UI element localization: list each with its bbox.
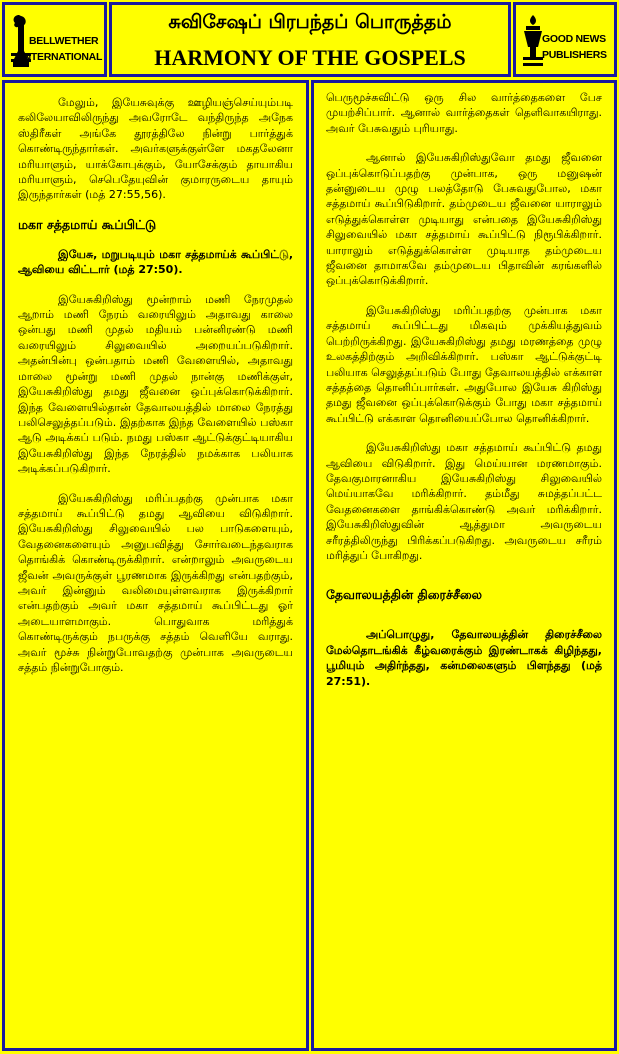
right-paragraph-3: இயேசுகிறிஸ்து மரிப்பதற்கு முன்பாக மகா சத்தமாய் கூப்பிட்டது மிகவும் முக்கியத்துவம் பெற்றிருக்கிறது. இயேசுகிறிஸ்து தமது மரணத்தை முழு உலகத்திற்கும் அறிவிக்கிறார். பஸ்கா ஆட்டுக்குட்டி பலியாக செலுத்தப்படும் போது தேவாலயத்தில் எக்காள சத்தத்தை தொனிப்பார்கள். அதுபோல இயேசு கிறிஸ்து தமது ஜீவனை ஒப்புக்கொடுக்கும் போது மகா சத்தமாய் கூப்பிட்டு எக்காள தொனியைப்போல தொனிக்கிறார். (326, 303, 602, 425)
left-paragraph-2: இயேசுகிறிஸ்து மூன்றாம் மணி நேரமுதல் ஆறாம் மணி நேரம் வரையிலும் அதாவது காலை ஒன்பது மணி முதல் மதியம் பன்னிரண்டு மணி வரையிலும் சிலுவையில் அறையப்படுகிறார். அதன்பின்பு ஒன்பதாம் மணி வேளையில், அதாவது மாலை மூன்று மணி முதல் நான்கு மணிக்குள், இயேசுகிறிஸ்து தமது ஜீவனை ஒப்புக்கொடுக்கிறார். இந்த வேளையில்தான் தேவாலயத்தில் மாலை நேரத்து பலிசெலுத்தப்படும். இதற்காக இந்த வேளையில் பஸ்கா ஆடு அடிக்கப் படும். நமது பஸ்கா ஆட்டுக்குட்டியாகிய இயேசுகிறிஸ்து இந்த நேரத்தில் நமக்காக பலியாக அடிக்கப்படுகிறார். (18, 292, 293, 476)
bellwether-logo (9, 13, 101, 71)
scripture-quote-2: அப்பொழுது, தேவாலயத்தின் திரைச்சீலை மேல்தொடங்கிக் கீழ்வரைக்கும் இரண்டாகக் கிழிந்தது, பூமியும் அதிர்ந்தது, கன்மலைகளும் பிளந்தது (மத் 27:51). (326, 628, 602, 688)
right-paragraph-1: பெருமூச்சுவிட்டு ஒரு சில வார்த்தைகளை பேச முயற்சிப்பார். ஆனால் வார்த்தைகள் தெளிவாகயிராது. அவர் பேசுவதும் புரியாது. (326, 91, 602, 135)
logo-right-line2: PUBLISHERS (542, 49, 607, 61)
good-news-logo (520, 13, 612, 71)
logo-left-line2: INTERNATIONAL (21, 51, 103, 63)
section-heading-loud-cry: மகா சத்தமாய் கூப்பிட்டு (18, 216, 157, 232)
scripture-quote-1: இயேசு, மறுபடியும் மகா சத்தமாய்க் கூப்பிட்டு, ஆவியை விட்டார் (மத் 27:50). (18, 247, 293, 277)
logo-left-line1: BELLWETHER (29, 35, 99, 47)
title-tamil: சுவிசேஷப் பிரபந்தப் பொருத்தம் (168, 11, 452, 33)
title-english: HARMONY OF THE GOSPELS (154, 45, 466, 70)
right-paragraph-2: ஆனால் இயேசுகிறிஸ்துவோ தமது ஜீவனை ஒப்புக்கொடுப்பதற்கு முன்பாக, ஒரு மனுஷன் தன்னுடைய முழு பலத்தோடு பேசுவதுபோல, மகா சத்தமாய் கூப்பிடுகிறார். தம்முடைய ஜீவனை யாராலும் எடுத்துக்கொள்ள முடியாது என்பதை இயேசுகிறிஸ்து சிலுவையில் மகா சத்தமாய் கூப்பிட்டு நிரூபிக்கிறார். யாராலும் எடுத்துக்கொள்ள முடியாத தம்முடைய ஜீவனை தாமாகவே தம்முடைய பிதாவின் கரங்களில் ஒப்புக்கொடுக்கிறார். (326, 151, 602, 288)
title-box (109, 2, 511, 77)
left-paragraph-3: இயேசுகிறிஸ்து மரிப்பதற்கு முன்பாக மகா சத்தமாய் கூப்பிட்டு தமது ஆவியை விடுகிறார். இயேசுகிறிஸ்து சிலுவையில் பல பாடுகளையும், வேதனைகளையும் அனுபவித்து சோர்வடைந்தவராக தொங்கிக் கொண்டிருக்கிறார். என்றாலும் அவருடைய ஜீவன் அவருக்குள் பூரணமாக இருக்கிறது என்பதற்கும், அவர் இன்னும் வலிமையுள்ளவராக இருக்கிறார் என்பதற்கும் அவர் மகா சத்தமாய் கூப்பிட்டது ஓர் அடையாளமாகும். பொதுவாக மரித்துக் கொண்டிருக்கும் நபருக்கு சத்தம் வெளியே வராது. அவர் மூச்சு நின்றுபோவதற்கு முன்பாக அவருடைய சத்தம் நின்றுபோகும். (18, 491, 293, 674)
section-heading-temple-veil: தேவாலயத்தின் திரைச்சீலை (326, 587, 483, 603)
bellwether-logo-box (2, 2, 107, 77)
good-news-logo-box (513, 2, 617, 77)
left-column (2, 80, 309, 1051)
right-column (311, 80, 617, 1051)
left-paragraph-1: மேலும், இயேசுவுக்கு ஊழியஞ்செய்யும்படி கலிலேயாவிலிருந்து அவரோடே வந்திருந்த அநேக ஸ்திரீகள் அங்கே தூரத்திலே நின்று பார்த்துக் கொண்டிருந்தார்கள். அவர்களுக்குள்ளே மகதலேனா மரியாளும், யாக்கோபுக்கும், யோசேக்கும் தாயாகிய மரியாளும், செபெதேயுவின் குமாரருடைய தாயும் இருந்தார்கள் (மத் 27:55,56). (18, 96, 293, 202)
logo-right-line1: GOOD NEWS (542, 33, 606, 45)
right-paragraph-4: இயேசுகிறிஸ்து மகா சத்தமாய் கூப்பிட்டு தமது ஆவியை விடுகிறார். இது மெய்யான மரணமாகும். தேவகுமாரனாகிய இயேசுகிறிஸ்து சிலுவையில் மெய்யாகவே மரிக்கிறார். தம்மீது சுமத்தப்பட்ட வேதனைகளை தாங்கிக்கொண்டு அவர் மரிக்கிறார். இயேசுகிறிஸ்துவின் ஆத்துமா அவருடைய சரீரத்திலிருந்து பிரிக்கப்படுகிறது. அவருடைய சரீரம் மரித்துப் போகிறது. (326, 441, 602, 562)
